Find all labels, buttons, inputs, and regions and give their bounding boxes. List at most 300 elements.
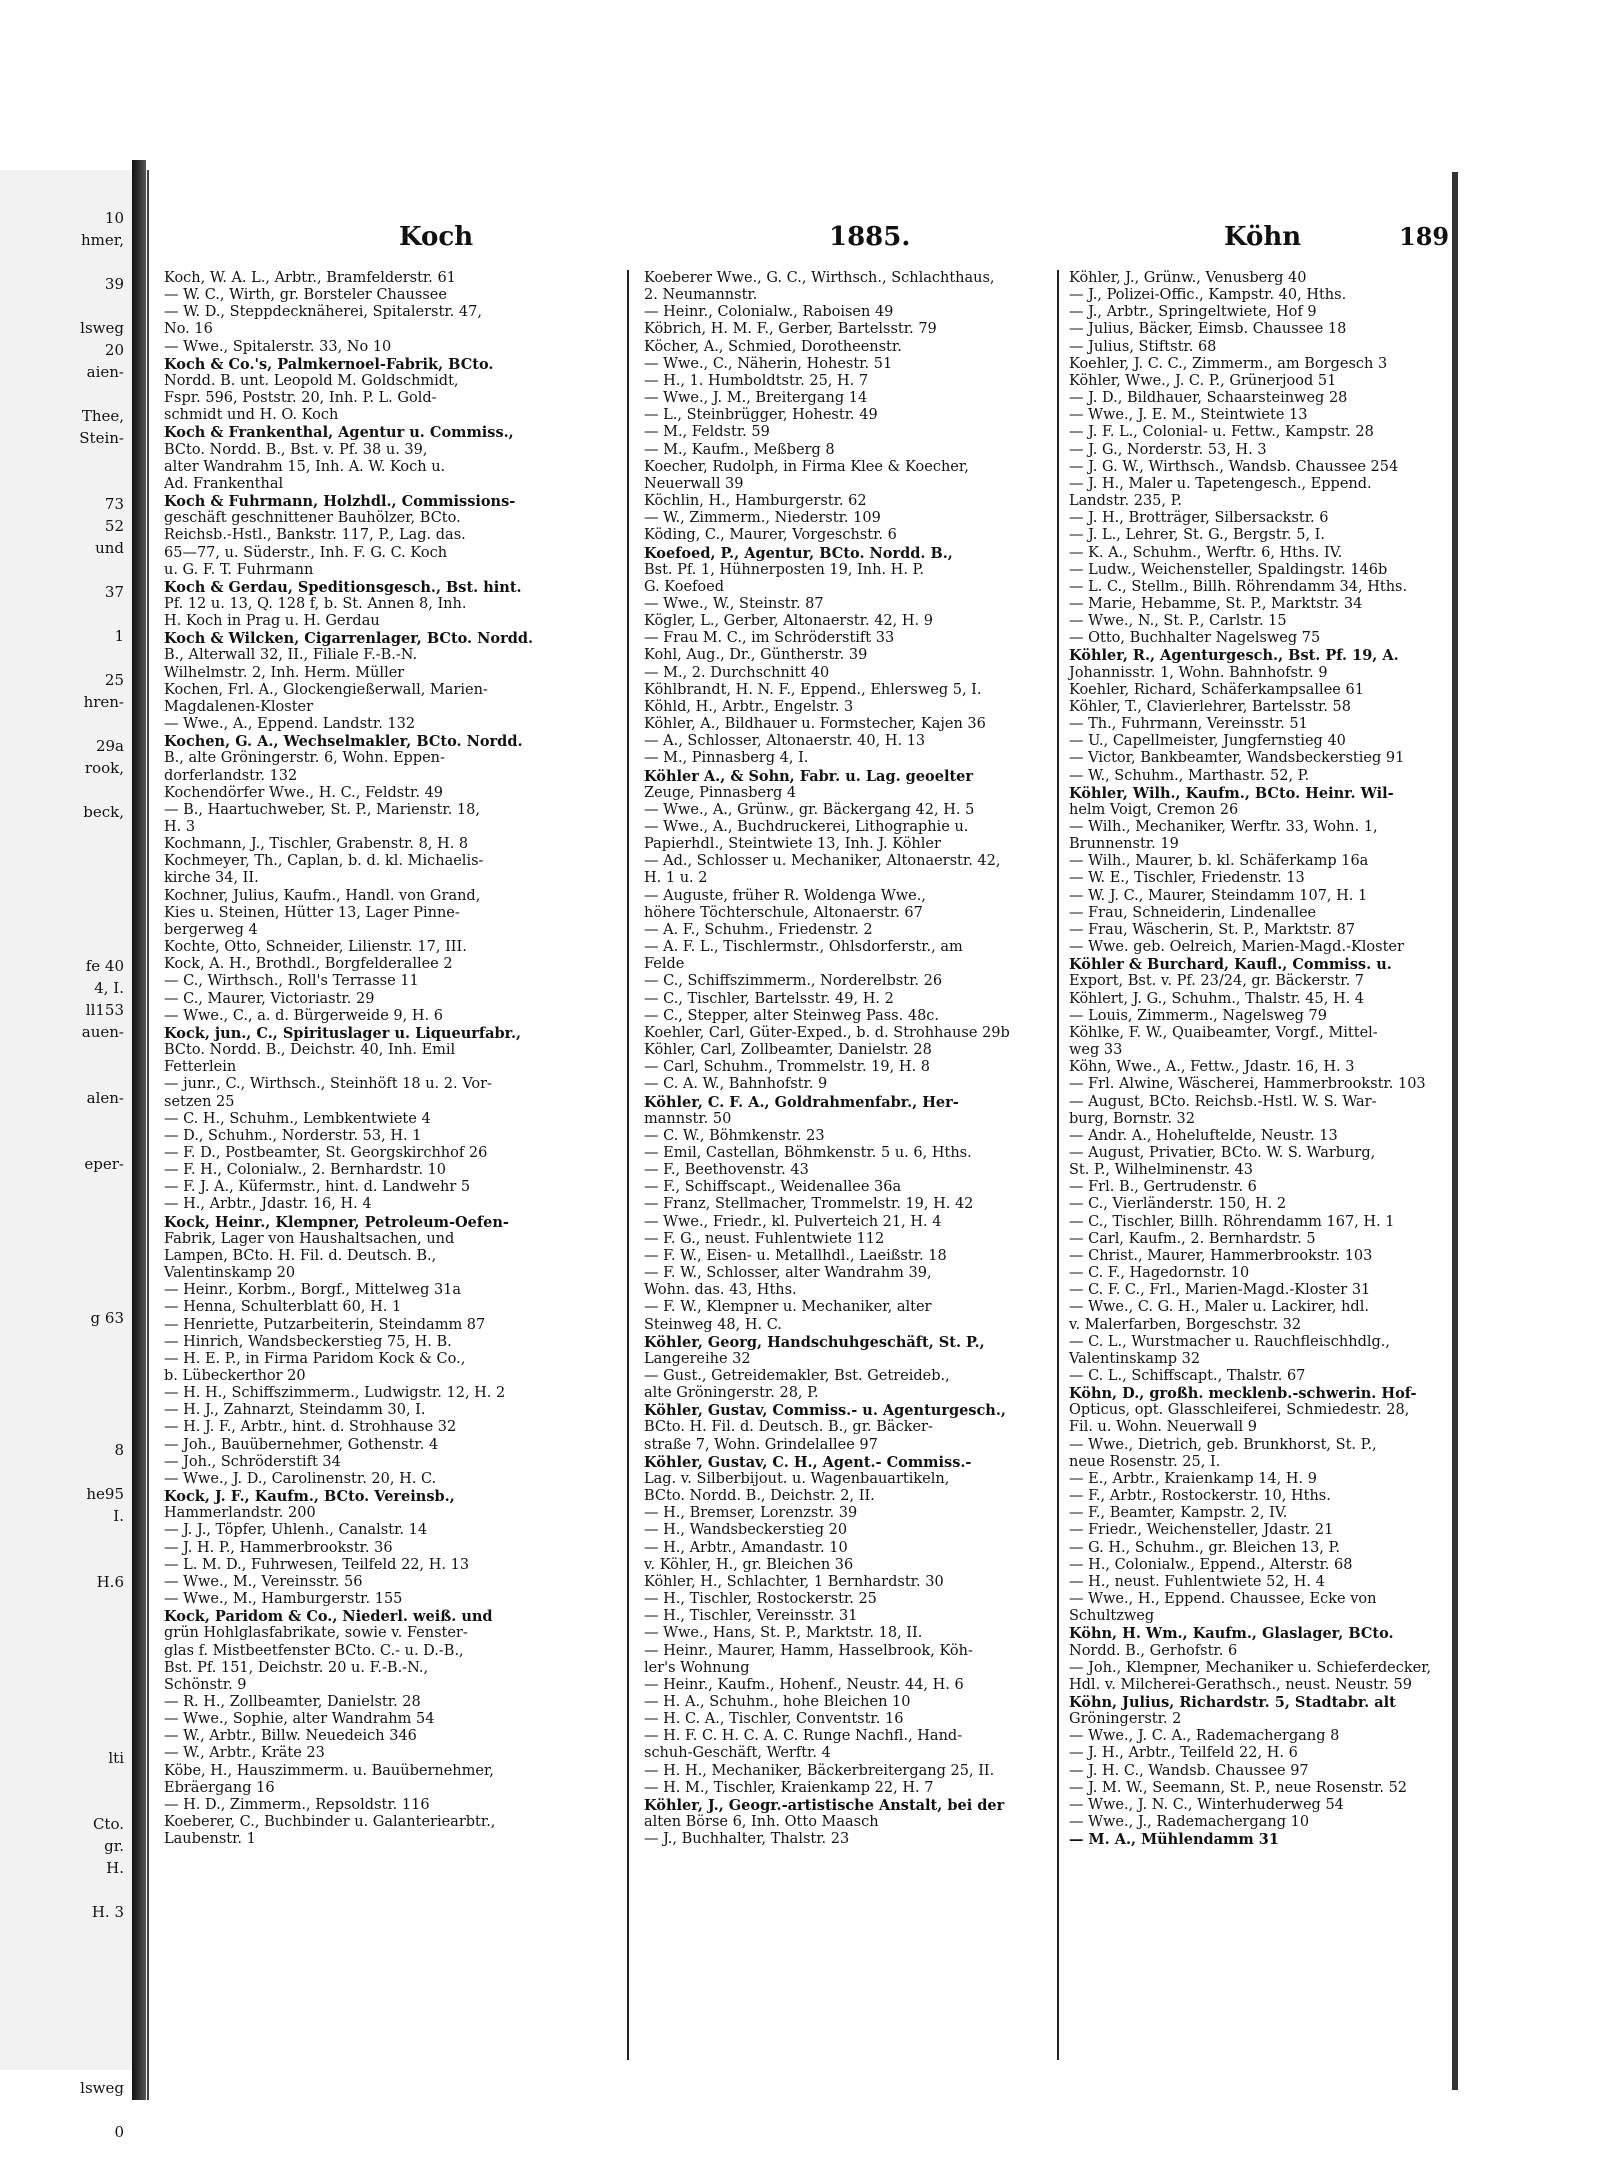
directory-entry-line: Reichsb.-Hstl., Bankstr. 117, P., Lag. das. [164, 527, 466, 544]
directory-entry-line: — Marie, Hebamme, St. P., Marktstr. 34 [1069, 595, 1363, 612]
directory-entry-line: Koehler, J. C. C., Zimmerm., am Borgesch 3 [1069, 355, 1388, 372]
directory-entry-line: v. Köhler, H., gr. Bleichen 36 [644, 1556, 854, 1573]
directory-entry-line: — W. C., Wirth, gr. Borsteler Chaussee [164, 287, 447, 304]
directory-entry-line: — Wwe., C., Näherin, Hohestr. 51 [644, 355, 893, 372]
directory-entry-line: Valentinskamp 32 [1069, 1350, 1201, 1367]
directory-entry-line: Kock, Paridom & Co., Niederl. weiß. und [164, 1608, 493, 1626]
directory-entry-line: — R. H., Zollbeamter, Danielstr. 28 [164, 1693, 421, 1710]
directory-entry-line: — Otto, Buchhalter Nagelsweg 75 [1069, 630, 1321, 647]
previous-page-text: Stein- [79, 429, 124, 447]
directory-entry-line: bergerweg 4 [164, 921, 258, 938]
directory-entry-line: — M., Feldstr. 59 [644, 424, 770, 441]
directory-entry-line: — C. H., Schuhm., Lembkentwiete 4 [164, 1110, 431, 1127]
directory-entry-line: Fabrik, Lager von Haushaltsachen, und [164, 1230, 455, 1247]
previous-page-text: lsweg [80, 2079, 124, 2097]
directory-entry-line: — Franz, Stellmacher, Trommelstr. 19, H. 42 [644, 1196, 974, 1213]
previous-page-text: g 63 [90, 1309, 124, 1327]
directory-entry-line: Landstr. 235, P. [1069, 493, 1183, 510]
directory-entry-line: — W., Schuhm., Marthastr. 52, P. [1069, 767, 1310, 784]
directory-entry-line: Felde [644, 956, 685, 973]
directory-entry-line: Köhler & Burchard, Kaufl., Commiss. u. [1069, 956, 1392, 974]
previous-page-text: I. [113, 1507, 124, 1525]
directory-entry-line: geschäft geschnittener Bauhölzer, BCto. [164, 510, 461, 527]
previous-page-text: H.6 [96, 1573, 124, 1591]
column-1 [164, 270, 609, 2070]
directory-entry-line: — M., Pinnasberg 4, I. [644, 750, 809, 767]
directory-entry-line: Köhlke, F. W., Quaibeamter, Vorgf., Mittel- [1069, 1024, 1378, 1041]
directory-entry-line: — W., Zimmerm., Niederstr. 109 [644, 510, 881, 527]
previous-page-text: 1 [114, 627, 124, 645]
directory-entry-line: Kochmann, J., Tischler, Grabenstr. 8, H. 8 [164, 836, 469, 853]
directory-entry-line: — Wwe., M., Vereinsstr. 56 [164, 1573, 363, 1590]
previous-page-text: und [95, 539, 124, 557]
directory-entry-line: — Ludw., Weichensteller, Spaldingstr. 146b [1069, 561, 1388, 578]
directory-entry-line: — Wilh., Mechaniker, Werftr. 33, Wohn. 1, [1069, 819, 1378, 835]
previous-page-text: 52 [104, 517, 124, 535]
directory-entry-line: H. Koch in Prag u. H. Gerdau [164, 613, 380, 630]
directory-entry-line: dorferlandstr. 132 [164, 767, 298, 784]
directory-entry-line: — J. L., Lehrer, St. G., Bergstr. 5, I. [1069, 527, 1326, 544]
directory-entry-line: straße 7, Wohn. Grindelallee 97 [644, 1436, 878, 1453]
directory-entry-line: Koecher, Rudolph, in Firma Klee & Koecher, [644, 458, 969, 475]
directory-entry-line: — J. G., Norderstr. 53, H. 3 [1069, 441, 1267, 458]
directory-entry-line: — Wwe., Friedr., kl. Pulverteich 21, H. 4 [644, 1213, 942, 1230]
directory-entry-line: Lampen, BCto. H. Fil. d. Deutsch. B., [164, 1247, 437, 1264]
directory-entry-line: H. 1 u. 2 [644, 870, 708, 887]
directory-entry-line: — Wwe., J. N. C., Winterhuderweg 54 [1069, 1796, 1344, 1813]
directory-entry-line: — C., Vierländerstr. 150, H. 2 [1069, 1196, 1287, 1213]
directory-entry-line: Köhler, T., Clavierlehrer, Bartelsstr. 58 [1069, 698, 1351, 715]
directory-entry-line: Köhlert, J. G., Schuhm., Thalstr. 45, H. 4 [1069, 990, 1365, 1007]
directory-entry-line: — J. H. C., Wandsb. Chaussee 97 [1069, 1762, 1309, 1779]
directory-entry-line: — H., Arbtr., Amandastr. 10 [644, 1539, 848, 1556]
directory-entry-line: — Wwe., Dietrich, geb. Brunkhorst, St. P., [1069, 1436, 1377, 1453]
directory-entry-line: — Wilh., Maurer, b. kl. Schäferkamp 16a [1069, 853, 1369, 870]
directory-entry-line: Koch & Gerdau, Speditionsgesch., Bst. hint. [164, 578, 522, 596]
previous-page-text: auen- [81, 1023, 124, 1041]
directory-entry-line: Koch & Fuhrmann, Holzhdl., Commissions- [164, 493, 516, 511]
previous-page-text: hmer, [80, 231, 124, 249]
directory-entry-line: Neuerwall 39 [644, 475, 744, 492]
directory-entry-line: — Victor, Bankbeamter, Wandsbeckerstieg 91 [1069, 750, 1405, 767]
directory-entry-line: — Wwe., J., Rademachergang 10 [1069, 1814, 1310, 1831]
directory-entry-line: Köhler, H., Schlachter, 1 Bernhardstr. 30 [644, 1573, 944, 1590]
page-edge [1452, 172, 1458, 2090]
directory-entry-line: Papierhdl., Steintwiete 13, Inh. J. Köhler [644, 836, 941, 853]
directory-entry-line: — Joh., Schröderstift 34 [164, 1453, 341, 1470]
directory-entry-line: — F., Beamter, Kampstr. 2, IV. [1069, 1505, 1288, 1522]
directory-entry-line: Bst. Pf. 151, Deichstr. 20 u. F.-B.-N., [164, 1659, 429, 1676]
directory-entry-line: Koch & Wilcken, Cigarrenlager, BCto. Nordd. [164, 630, 534, 648]
directory-entry-line: — Heinr., Korbm., Borgf., Mittelweg 31a [164, 1282, 462, 1299]
directory-entry-line: — Wwe., H., Eppend. Chaussee, Ecke von [1069, 1591, 1377, 1608]
directory-entry-line: Kochmeyer, Th., Caplan, b. d. kl. Michaelis- [164, 853, 484, 870]
previous-page-text: 73 [104, 495, 124, 513]
directory-entry-line: No. 16 [164, 321, 213, 338]
directory-entry-line: Wohn. das. 43, Hths. [644, 1282, 797, 1299]
directory-entry-line: — Wwe., M., Hamburgerstr. 155 [164, 1591, 403, 1608]
directory-entry-line: Koch, W. A. L., Arbtr., Bramfelderstr. 61 [164, 270, 456, 286]
directory-entry-line: Köhn, Wwe., A., Fettw., Jdastr. 16, H. 3 [1069, 1059, 1355, 1076]
directory-entry-line: — Frau M. C., im Schröderstift 33 [644, 630, 895, 647]
directory-entry-line: alte Gröningerstr. 28, P. [644, 1385, 819, 1402]
directory-entry-line: Hammerlandstr. 200 [164, 1505, 316, 1522]
directory-entry-line: Lag. v. Silberbijout. u. Wagenbauartikeln, [644, 1470, 950, 1487]
directory-entry-line: — Christ., Maurer, Hammerbrookstr. 103 [1069, 1247, 1373, 1264]
directory-entry-line: — Henriette, Putzarbeiterin, Steindamm 87 [164, 1316, 486, 1333]
directory-entry-line: Koeberer Wwe., G. C., Wirthsch., Schlachthaus, [644, 270, 995, 286]
directory-entry-line: neue Rosenstr. 25, I. [1069, 1453, 1221, 1470]
directory-entry-line: Köhler, J., Grünw., Venusberg 40 [1069, 270, 1307, 286]
directory-entry-line: — August, BCto. Reichsb.-Hstl. W. S. War- [1069, 1093, 1377, 1110]
directory-entry-line: Gröningerstr. 2 [1069, 1711, 1182, 1728]
directory-entry-line: — J. H. P., Hammerbrookstr. 36 [164, 1539, 393, 1556]
directory-entry-line: Magdalenen-Kloster [164, 698, 314, 715]
directory-entry-line: — J. H., Maler u. Tapetengesch., Eppend. [1069, 475, 1372, 492]
directory-entry-line: grün Hohlglasfabrikate, sowie v. Fenster- [164, 1625, 468, 1642]
directory-entry-line: — J. G. W., Wirthsch., Wandsb. Chaussee 254 [1069, 458, 1399, 475]
directory-entry-line: b. Lübeckerthor 20 [164, 1368, 306, 1384]
directory-entry-line: Pf. 12 u. 13, Q. 128 f, b. St. Annen 8, Inh. [164, 595, 467, 612]
directory-entry-line: — Wwe., A., Buchdruckerei, Lithographie u. [644, 819, 969, 835]
directory-entry-line: — M. A., Mühlendamm 31 [1069, 1831, 1279, 1849]
directory-entry-line: Nordd. B., Gerhofstr. 6 [1069, 1642, 1238, 1659]
directory-entry-line: alten Börse 6, Inh. Otto Maasch [644, 1814, 879, 1831]
directory-entry-line: — H. A., Schuhm., hohe Bleichen 10 [644, 1693, 911, 1710]
previous-page-text: eper- [84, 1155, 124, 1173]
directory-entry-line: — H. F. C. H. C. A. C. Runge Nachfl., Hand- [644, 1728, 963, 1745]
previous-page-text: rook, [84, 759, 124, 777]
directory-entry-line: — C. F., Hagedornstr. 10 [1069, 1265, 1250, 1282]
directory-entry-line: — E., Arbtr., Kraienkamp 14, H. 9 [1069, 1470, 1317, 1487]
directory-entry-line: mannstr. 50 [644, 1110, 732, 1127]
directory-entry-line: Kohl, Aug., Dr., Güntherstr. 39 [644, 647, 868, 664]
directory-entry-line: — F. D., Postbeamter, St. Georgskirchhof 26 [164, 1144, 488, 1161]
previous-page-text: fe 40 [85, 957, 124, 975]
directory-entry-line: — August, Privatier, BCto. W. S. Warburg, [1069, 1144, 1376, 1161]
column-divider [1057, 270, 1059, 2060]
previous-page-text: aien- [86, 363, 124, 381]
directory-entry-line: kirche 34, II. [164, 870, 259, 887]
directory-entry-line: burg, Bornstr. 32 [1069, 1110, 1195, 1127]
directory-entry-line: — F. W., Schlosser, alter Wandrahm 39, [644, 1265, 932, 1282]
directory-entry-line: — F., Schiffscapt., Weidenallee 36a [644, 1179, 902, 1196]
directory-entry-line: — Friedr., Weichensteller, Jdastr. 21 [1069, 1522, 1334, 1539]
directory-entry-line: BCto. Nordd. B., Bst. v. Pf. 38 u. 39, [164, 441, 428, 458]
directory-entry-line: — C., Stepper, alter Steinweg Pass. 48c. [644, 1007, 940, 1024]
directory-entry-line: Valentinskamp 20 [164, 1265, 296, 1282]
directory-entry-line: — H., Colonialw., Eppend., Alterstr. 68 [1069, 1556, 1353, 1573]
directory-entry-line: — Wwe., N., St. P., Carlstr. 15 [1069, 613, 1287, 630]
directory-entry-line: — F. H., Colonialw., 2. Bernhardstr. 10 [164, 1162, 446, 1179]
directory-entry-line: — Julius, Stiftstr. 68 [1069, 338, 1217, 355]
directory-entry-line: Köhler A., & Sohn, Fabr. u. Lag. geoelter [644, 767, 974, 785]
directory-entry-line: Kock, jun., C., Spirituslager u. Liqueurfabr., [164, 1024, 522, 1042]
directory-entry-line: — Wwe., A., Eppend. Landstr. 132 [164, 716, 416, 733]
directory-entry-line: — C., Maurer, Victoriastr. 29 [164, 990, 375, 1007]
directory-entry-line: — Joh., Bauübernehmer, Gothenstr. 4 [164, 1436, 439, 1453]
previous-page-text: H. 3 [91, 1903, 124, 1921]
directory-entry-line: — J., Buchhalter, Thalstr. 23 [644, 1831, 850, 1848]
directory-entry-line: — C., Schiffszimmerm., Norderelbstr. 26 [644, 973, 943, 990]
directory-entry-line: setzen 25 [164, 1093, 235, 1110]
directory-entry-line: — W. D., Steppdecknäherei, Spitalerstr. 47, [164, 304, 482, 321]
directory-entry-line: — Joh., Klempner, Mechaniker u. Schieferdecker, [1069, 1659, 1432, 1676]
directory-entry-line: Köhld, H., Arbtr., Engelstr. 3 [644, 698, 854, 715]
directory-entry-line: Opticus, opt. Glasschleiferei, Schmiedestr. 28, [1069, 1402, 1410, 1419]
directory-entry-line: — Emil, Castellan, Böhmkenstr. 5 u. 6, Hths. [644, 1144, 972, 1161]
directory-entry-line: — H., Bremser, Lorenzstr. 39 [644, 1505, 858, 1522]
directory-entry-line: Kock, J. F., Kaufm., BCto. Vereinsb., [164, 1488, 455, 1506]
directory-entry-line: Wilhelmstr. 2, Inh. Herm. Müller [164, 664, 405, 681]
directory-entry-line: alter Wandrahm 15, Inh. A. W. Koch u. [164, 458, 446, 475]
directory-entry-line: — F. W., Eisen- u. Metallhdl., Laeißstr. 18 [644, 1247, 947, 1264]
directory-entry-line: — Hinrich, Wandsbeckerstieg 75, H. B. [164, 1333, 452, 1350]
column-2 [644, 270, 1089, 2070]
directory-entry-line: Bst. Pf. 1, Hühnerposten 19, Inh. H. P. [644, 561, 924, 578]
directory-entry-line: Export, Bst. v. Pf. 23/24, gr. Bäckerstr. 7 [1069, 973, 1365, 990]
previous-page-text: 37 [104, 583, 124, 601]
directory-entry-line: Laubenstr. 1 [164, 1831, 256, 1848]
directory-entry-line: Köhler, Gustav, Commiss.- u. Agenturgesch., [644, 1402, 1006, 1420]
directory-entry-line: — H. J., Zahnarzt, Steindamm 30, I. [164, 1402, 426, 1419]
directory-entry-line: Nordd. B. unt. Leopold M. Goldschmidt, [164, 372, 459, 389]
directory-entry-line: — F. J. A., Küfermstr., hint. d. Landwehr 5 [164, 1179, 471, 1196]
directory-entry-line: Ebräergang 16 [164, 1779, 275, 1796]
directory-entry-line: Köhlbrandt, H. N. F., Eppend., Ehlersweg 5, I. [644, 681, 982, 698]
directory-entry-line: — H., 1. Humboldtstr. 25, H. 7 [644, 372, 869, 389]
directory-entry-line: — Wwe., J. D., Carolinenstr. 20, H. C. [164, 1470, 437, 1487]
directory-entry-line: — F. W., Klempner u. Mechaniker, alter [644, 1299, 932, 1316]
directory-entry-line: — H. M., Tischler, Kraienkamp 22, H. 7 [644, 1779, 934, 1796]
directory-entry-line: Köhler, A., Bildhauer u. Formstecher, Kajen 36 [644, 716, 986, 733]
previous-page-text: 8 [114, 1441, 124, 1459]
directory-entry-line: — junr., C., Wirthsch., Steinhöft 18 u. 2. Vor- [164, 1076, 492, 1093]
directory-entry-line: — M., 2. Durchschnitt 40 [644, 664, 830, 681]
directory-entry-line: — Auguste, früher R. Woldenga Wwe., [644, 887, 926, 904]
directory-entry-line: Koehler, Richard, Schäferkampsallee 61 [1069, 681, 1364, 698]
column-3 [1069, 270, 1439, 2070]
directory-entry-line: — Andr. A., Hoheluftelde, Neustr. 13 [1069, 1127, 1338, 1144]
directory-entry-line: — Heinr., Colonialw., Raboisen 49 [644, 304, 894, 321]
previous-page-text: lsweg [80, 319, 124, 337]
directory-entry-line: — J. F. L., Colonial- u. Fettw., Kampstr. 28 [1069, 424, 1374, 441]
directory-entry-line: — Wwe., A., Grünw., gr. Bäckergang 42, H. 5 [644, 801, 975, 818]
directory-entry-line: — Wwe., C. G. H., Maler u. Lackirer, hdl. [1069, 1299, 1369, 1316]
directory-entry-line: — Frl. Alwine, Wäscherei, Hammerbrookstr. 103 [1069, 1076, 1426, 1093]
header-year: 1885. [829, 222, 911, 252]
directory-entry-line: Köhler, C. F. A., Goldrahmenfabr., Her- [644, 1093, 959, 1111]
directory-entry-line: — J. D., Bildhauer, Schaarsteinweg 28 [1069, 390, 1348, 407]
previous-page-text: beck, [83, 803, 124, 821]
previous-page-text: Cto. [92, 1815, 124, 1833]
directory-entry-line: Köbrich, H. M. F., Gerber, Bartelsstr. 79 [644, 321, 937, 338]
directory-page [147, 170, 1449, 2100]
directory-entry-line: Kögler, L., Gerber, Altonaerstr. 42, H. 9 [644, 613, 933, 630]
directory-entry-line: — C., Tischler, Billh. Röhrendamm 167, H. 1 [1069, 1213, 1395, 1230]
directory-entry-line: Köhler, Carl, Zollbeamter, Danielstr. 28 [644, 1042, 932, 1059]
directory-entry-line: — W., Arbtr., Kräte 23 [164, 1745, 325, 1762]
directory-entry-line: — Heinr., Maurer, Hamm, Hasselbrook, Köh- [644, 1642, 973, 1659]
directory-entry-line: — B., Haartuchweber, St. P., Marienstr. 18, [164, 801, 480, 818]
directory-entry-line: G. Koefoed [644, 578, 724, 595]
directory-entry-line: Steinweg 48, H. C. [644, 1316, 782, 1333]
directory-entry-line: Fspr. 596, Poststr. 20, Inh. P. L. Gold- [164, 390, 437, 407]
previous-page-text: 4, I. [94, 979, 124, 997]
page-number: 189 [1399, 222, 1450, 251]
previous-page-text: 25 [104, 671, 124, 689]
directory-entry-line: — L. C., Stellm., Billh. Röhrendamm 34, Hths. [1069, 578, 1408, 595]
previous-page-text: hren- [83, 693, 124, 711]
previous-page-text: 10 [104, 209, 124, 227]
directory-entry-line: — L. M. D., Fuhrwesen, Teilfeld 22, H. 13 [164, 1556, 470, 1573]
directory-entry-line: — Wwe., C., a. d. Bürgerweide 9, H. 6 [164, 1007, 443, 1024]
directory-entry-line: — D., Schuhm., Norderstr. 53, H. 1 [164, 1127, 422, 1144]
directory-entry-line: — Henna, Schulterblatt 60, H. 1 [164, 1299, 402, 1316]
directory-entry-line: Koeberer, C., Buchbinder u. Galanteriearbtr., [164, 1814, 496, 1831]
previous-page-text: alen- [86, 1089, 124, 1107]
directory-entry-line: Fetterlein [164, 1059, 237, 1076]
previous-page-text: 20 [104, 341, 124, 359]
directory-entry-line: — H., Tischler, Rostockerstr. 25 [644, 1591, 877, 1608]
directory-entry-line: — C. L., Wurstmacher u. Rauchfleischhdlg., [1069, 1333, 1390, 1350]
directory-entry-line: Kies u. Steinen, Hütter 13, Lager Pinne- [164, 904, 460, 921]
directory-entry-line: BCto. Nordd. B., Deichstr. 40, Inh. Emil [164, 1042, 456, 1059]
directory-entry-line: — Heinr., Kaufm., Hohenf., Neustr. 44, H. 6 [644, 1676, 964, 1693]
directory-entry-line: BCto. Nordd. B., Deichstr. 2, II. [644, 1488, 875, 1505]
directory-entry-line: — U., Capellmeister, Jungfernstieg 40 [1069, 733, 1346, 750]
directory-entry-line: Koch & Co.'s, Palmkernoel-Fabrik, BCto. [164, 355, 494, 373]
directory-entry-line: 65—77, u. Süderstr., Inh. F. G. C. Koch [164, 544, 448, 561]
directory-entry-line: — C. F. C., Frl., Marien-Magd.-Kloster 31 [1069, 1282, 1371, 1299]
directory-entry-line: Kock, A. H., Brothdl., Borgfelderallee 2 [164, 956, 453, 973]
directory-entry-line: Kochte, Otto, Schneider, Lilienstr. 17, III. [164, 939, 467, 956]
directory-entry-line: — Wwe., J. C. A., Rademachergang 8 [1069, 1728, 1340, 1745]
directory-entry-line: weg 33 [1069, 1042, 1123, 1059]
book-gutter [132, 160, 146, 2100]
directory-entry-line: — F., Beethovenstr. 43 [644, 1162, 809, 1179]
directory-entry-line: ler's Wohnung [644, 1659, 750, 1676]
directory-entry-line: — C., Tischler, Bartelsstr. 49, H. 2 [644, 990, 894, 1007]
directory-entry-line: — W. E., Tischler, Friedenstr. 13 [1069, 870, 1305, 887]
directory-entry-line: — Wwe., Hans, St. P., Marktstr. 18, II. [644, 1625, 923, 1642]
directory-entry-line: Köbe, H., Hauszimmerm. u. Bauübernehmer, [164, 1762, 494, 1779]
directory-entry-line: B., alte Gröningerstr. 6, Wohn. Eppen- [164, 750, 445, 767]
directory-entry-line: Ad. Frankenthal [164, 475, 284, 492]
directory-entry-line: Kochendörfer Wwe., H. C., Feldstr. 49 [164, 784, 444, 801]
previous-page-text: 39 [104, 275, 124, 293]
previous-page-text: gr. [104, 1837, 124, 1855]
directory-entry-line: H. 3 [164, 819, 196, 835]
directory-entry-line: Köhler, Wilh., Kaufm., BCto. Heinr. Wil- [1069, 784, 1394, 802]
directory-entry-line: — Wwe., J. M., Breitergang 14 [644, 390, 868, 407]
previous-page-text: Thee, [81, 407, 124, 425]
directory-entry-line: Kock, Heinr., Klempner, Petroleum-Oefen- [164, 1213, 509, 1231]
directory-entry-line: Brunnenstr. 19 [1069, 836, 1179, 853]
directory-entry-line: — C., Wirthsch., Roll's Terrasse 11 [164, 973, 419, 990]
directory-entry-line: — F. G., neust. Fuhlentwiete 112 [644, 1230, 885, 1247]
directory-entry-line: — W., Arbtr., Billw. Neuedeich 346 [164, 1728, 417, 1745]
directory-entry-line: — G. H., Schuhm., gr. Bleichen 13, P. [1069, 1539, 1340, 1556]
directory-entry-line: — Frl. B., Gertrudenstr. 6 [1069, 1179, 1257, 1196]
directory-entry-line: — H., Wandsbeckerstieg 20 [644, 1522, 848, 1539]
directory-entry-line: — J., Arbtr., Springeltwiete, Hof 9 [1069, 304, 1317, 321]
previous-page-text: lti [108, 1749, 124, 1767]
previous-page-fragment [0, 170, 135, 2141]
directory-entry-line: — H., Tischler, Vereinsstr. 31 [644, 1608, 858, 1625]
directory-entry-line: — Julius, Bäcker, Eimsb. Chaussee 18 [1069, 321, 1347, 338]
directory-entry-line: schuh-Geschäft, Werftr. 4 [644, 1745, 831, 1762]
directory-entry-line: — H. J. F., Arbtr., hint. d. Strohhause 32 [164, 1419, 457, 1436]
directory-entry-line: — C. A. W., Bahnhofstr. 9 [644, 1076, 828, 1093]
previous-page-text: 29a [95, 737, 124, 755]
directory-entry-line: höhere Töchterschule, Altonaerstr. 67 [644, 904, 923, 921]
directory-entry-line: — Wwe., Spitalerstr. 33, No 10 [164, 338, 392, 355]
directory-entry-line: Köhn, H. Wm., Kaufm., Glaslager, BCto. [1069, 1625, 1394, 1643]
directory-entry-line: — C. L., Schiffscapt., Thalstr. 67 [1069, 1368, 1306, 1384]
directory-entry-line: — J. M. W., Seemann, St. P., neue Rosenstr. 52 [1069, 1779, 1408, 1796]
directory-entry-line: Koch & Frankenthal, Agentur u. Commiss., [164, 424, 514, 442]
directory-entry-line: — Th., Fuhrmann, Vereinsstr. 51 [1069, 716, 1308, 733]
directory-entry-line: helm Voigt, Cremon 26 [1069, 801, 1239, 818]
directory-entry-line: — Carl, Kaufm., 2. Bernhardstr. 5 [1069, 1230, 1316, 1247]
directory-entry-line: B., Alterwall 32, II., Filiale F.-B.-N. [164, 647, 418, 664]
directory-entry-line: — H., Arbtr., Jdastr. 16, H. 4 [164, 1196, 372, 1213]
directory-entry-line: — H. C. A., Tischler, Conventstr. 16 [644, 1711, 904, 1728]
directory-entry-line: schmidt und H. O. Koch [164, 407, 339, 424]
directory-entry-line: v. Malerfarben, Borgeschstr. 32 [1069, 1316, 1302, 1333]
directory-entry-line: Kochen, G. A., Wechselmakler, BCto. Nordd. [164, 733, 523, 751]
directory-entry-line: — H., neust. Fuhlentwiete 52, H. 4 [1069, 1573, 1325, 1590]
directory-entry-line: glas f. Mistbeetfenster BCto. C.- u. D.-B., [164, 1642, 464, 1659]
directory-entry-line: Köcher, A., Schmied, Dorotheenstr. [644, 338, 902, 355]
directory-entry-line: Köding, C., Maurer, Vorgeschstr. 6 [644, 527, 897, 544]
directory-entry-line: — K. A., Schuhm., Werftr. 6, Hths. IV. [1069, 544, 1343, 561]
directory-entry-line: — Frau, Wäscherin, St. P., Marktstr. 87 [1069, 921, 1356, 938]
directory-entry-line: Hdl. v. Milcherei-Gerathsch., neust. Neustr. 59 [1069, 1676, 1412, 1693]
directory-entry-line: — A. F. L., Tischlermstr., Ohlsdorferstr., am [644, 939, 963, 956]
directory-entry-line: Kochen, Frl. A., Glockengießerwall, Marien- [164, 681, 488, 698]
directory-entry-line: Fil. u. Wohn. Neuerwall 9 [1069, 1419, 1257, 1436]
directory-entry-line: — Wwe. geb. Oelreich, Marien-Magd.-Kloster [1069, 939, 1404, 956]
directory-entry-line: Köhler, Georg, Handschuhgeschäft, St. P., [644, 1333, 985, 1351]
directory-entry-line: — J. J., Töpfer, Uhlenh., Canalstr. 14 [164, 1522, 428, 1539]
directory-entry-line: Johannisstr. 1, Wohn. Bahnhofstr. 9 [1069, 664, 1328, 681]
directory-entry-line: Köhler, J., Geogr.-artistische Anstalt, bei der [644, 1796, 1005, 1814]
directory-entry-line: — H. D., Zimmerm., Repsoldstr. 116 [164, 1796, 430, 1813]
directory-entry-line: Schönstr. 9 [164, 1676, 247, 1693]
directory-entry-line: BCto. H. Fil. d. Deutsch. B., gr. Bäcker- [644, 1419, 933, 1436]
directory-entry-line: Köhn, D., großh. mecklenb.-schwerin. Hof- [1069, 1385, 1417, 1403]
previous-page-text: ll153 [85, 1001, 124, 1019]
directory-entry-line: — F., Arbtr., Rostockerstr. 10, Hths. [1069, 1488, 1331, 1505]
directory-entry-line: — J. H., Brotträger, Silbersackstr. 6 [1069, 510, 1329, 527]
directory-entry-line: — W. J. C., Maurer, Steindamm 107, H. 1 [1069, 887, 1368, 904]
directory-entry-line: St. P., Wilhelminenstr. 43 [1069, 1162, 1254, 1179]
directory-entry-line: Kochner, Julius, Kaufm., Handl. von Grand, [164, 887, 481, 904]
directory-entry-line: — Wwe., W., Steinstr. 87 [644, 595, 824, 612]
header-right-keyword: Köhn [1224, 222, 1302, 252]
directory-entry-line: — Wwe., Sophie, alter Wandrahm 54 [164, 1711, 435, 1728]
directory-entry-line: — Frau, Schneiderin, Lindenallee [1069, 904, 1317, 921]
directory-entry-line: Köchlin, H., Hamburgerstr. 62 [644, 493, 867, 510]
directory-entry-line: u. G. F. T. Fuhrmann [164, 561, 314, 578]
directory-entry-line: Schultzweg [1069, 1608, 1155, 1625]
directory-entry-line: — L., Steinbrügger, Hohestr. 49 [644, 407, 878, 424]
directory-entry-line: Koehler, Carl, Güter-Exped., b. d. Strohhause 29b [644, 1024, 1010, 1041]
directory-entry-line: Köhler, Gustav, C. H., Agent.- Commiss.- [644, 1453, 972, 1471]
column-divider [627, 270, 629, 2060]
